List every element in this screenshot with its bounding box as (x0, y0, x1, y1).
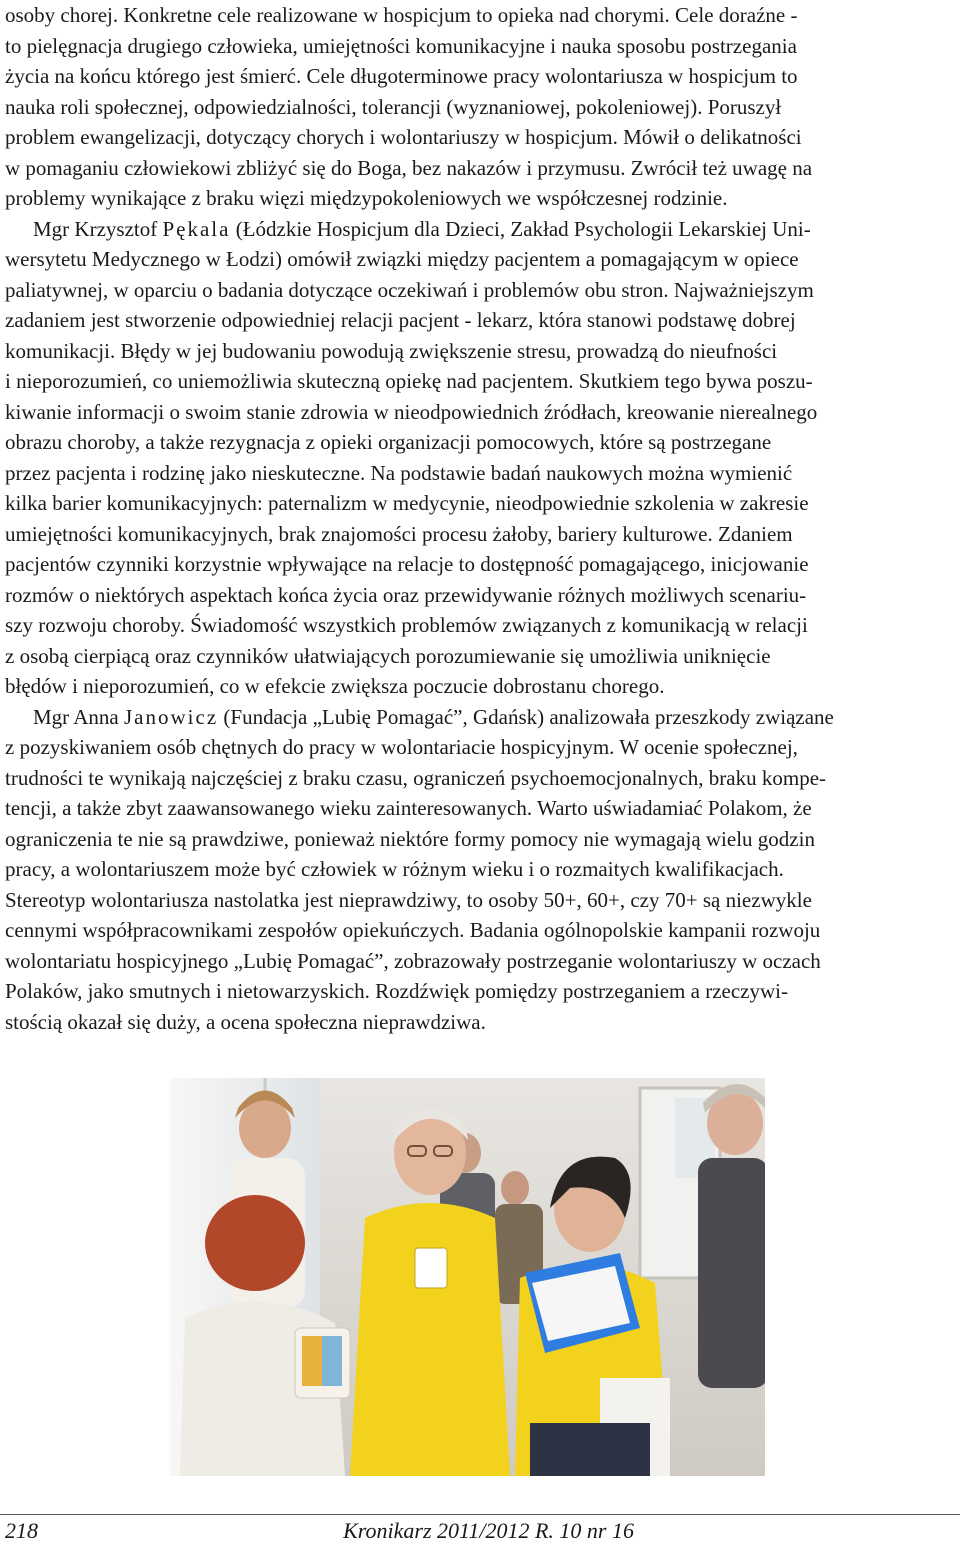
event-photo (170, 1078, 765, 1476)
article-body (5, 0, 955, 1037)
paragraph-first-line (5, 702, 955, 733)
footer-rule (0, 1514, 960, 1515)
text-line: to pielęgnacja drugiego człowieka, umiejętności komunikacyjne i nauka sposobu postrzegania (5, 33, 797, 58)
text-line: kilka barier komunikacyjnych: paternalizm w medycynie, nieodpowiednie szkolenia w zakresie (5, 491, 809, 515)
text-line: osoby chorej. Konkretne cele realizowane w hospicjum to opieka nad chorymi. Cele doraźne - (5, 3, 798, 27)
background-person-head (501, 1171, 529, 1205)
text-line: w pomaganiu człowiekowi zbliżyć się do Boga, bez nakazów i przymusu. Zwrócił też uwagę na (5, 155, 813, 180)
text-line: szy rozwoju choroby. Świadomość wszystkich problemów związanych z komunikacją w relacji (5, 613, 808, 637)
text-line: problemy wynikające z braku więzi międzypokoleniowych we współczesnej rodzinie. (5, 186, 728, 210)
text-line: rozmów o niektórych aspektach końca życia oraz przewidywanie różnych możliwych scenariu- (5, 582, 807, 607)
person-hair-back (205, 1195, 305, 1291)
journal-title: Kronikarz 2011/2012 R. 10 nr 16 (343, 1518, 634, 1543)
text-line: obrazu choroby, a także rezygnacja z opieki organizacji pomocowych, które są postrzegane (5, 430, 772, 454)
text-line: nauka roli społecznej, odpowiedzialności, tolerancji (wyznaniowej, pokoleniowej). Poruszył (5, 94, 782, 119)
brochure (322, 1336, 342, 1386)
text-line: z osobą cierpiącą oraz czynników ułatwiających porozumiewanie się umożliwia uniknięcie (5, 643, 771, 668)
text-span: (Łódzkie Hospicjum dla Dzieci, Zakład Psychologii Lekarskiej Uni- (230, 216, 811, 241)
text-line: stością okazał się duży, a ocena społeczna nieprawdziwa. (5, 1009, 486, 1034)
text-line: z pozyskiwaniem osób chętnych do pracy w wolontariacie hospicyjnym. W ocenie społecznej, (5, 735, 798, 759)
text-line: umiejętności komunikacyjnych, brak znajomości procesu żałoby, bariery kulturowe. Zdaniem (5, 521, 793, 546)
text-line: problem ewangelizacji, dotyczący chorych i wolontariuszy w hospicjum. Mówił o delikatności (5, 125, 802, 149)
text-span: (Fundacja „Lubię Pomagać”, Gdańsk) analizowała przeszkody związane (218, 704, 834, 729)
text-line: komunikacji. Błędy w jej budowaniu powodują zwiększenie stresu, prowadzą do nieufności (5, 338, 778, 363)
text-line: błędów i nieporozumień, co w efekcie zwiększa poczucie dobrostanu chorego. (5, 674, 665, 698)
author-name: Janowicz (124, 704, 219, 729)
brochure (302, 1336, 322, 1386)
badge (415, 1248, 447, 1288)
yellow-shirt (350, 1203, 510, 1476)
text-line: wersytetu Medycznego w Łodzi) omówił związki między pacjentem a pomagającym w opiece (5, 247, 799, 271)
text-span: Mgr Anna (33, 704, 124, 729)
paragraph-first-line (5, 214, 955, 245)
text-line: i nieporozumień, co uniemożliwia skuteczną opiekę nad pacjentem. Skutkiem tego bywa poszu- (5, 369, 813, 393)
text-line: ograniczenia te nie są prawdziwe, ponieważ niektóre formy pomocy nie wymagają wielu godzin (5, 826, 815, 851)
text-line: cennymi współpracownikami zespołów opiekuńczych. Badania ogólnopolskie kampanii rozwoju (5, 918, 821, 942)
text-line: pracy, a wolontariuszem może być człowiek w różnym wieku i o rozmaitych kwalifikacjach. (5, 857, 784, 881)
text-line: trudności te wynikają najczęściej z braku czasu, ograniczeń psychoemocjonalnych, braku kompe- (5, 765, 827, 790)
text-line: Polaków, jako smutnych i nietowarzyskich. Rozdźwięk pomiędzy postrzeganiem a rzeczywi- (5, 979, 788, 1003)
text-line: Stereotyp wolontariusza nastolatka jest nieprawdziwy, to osoby 50+, 60+, czy 70+ są niezwykle (5, 887, 812, 912)
text-line: życia na końcu którego jest śmierć. Cele długoterminowe pracy wolontariusza w hospicjum to (5, 64, 798, 88)
person-head (239, 1098, 291, 1158)
text-line: wolontariatu hospicyjnego „Lubię Pomagać”, zobrazowały postrzeganie wolontariuszy w oczach (5, 948, 821, 973)
person-body (698, 1158, 765, 1388)
page-number: 218 (5, 1518, 38, 1543)
text-line: paliatywnej, w oparciu o badania dotyczące oczekiwań i problemów obu stron. Najważniejszym (5, 277, 814, 302)
text-line: pacjentów czynniki korzystnie wpływające na relacje to dostępność pomagającego, inicjowanie (5, 552, 809, 576)
striped-skirt (530, 1423, 650, 1476)
text-line: przez pacjenta i rodzinę jako nieskuteczne. Na podstawie badań naukowych można wymienić (5, 460, 793, 485)
text-line: tencji, a także zbyt zaawansowanego wieku zainteresowanych. Warto uświadamiać Polakom, że (5, 796, 812, 820)
text-line: zadaniem jest stworzenie odpowiedniej relacji pacjent - lekarz, która stanowi podstawę dobrej (5, 308, 796, 332)
text-span: Mgr Krzysztof (33, 216, 163, 241)
author-name: Pękala (162, 216, 231, 241)
event-photo-illustration (170, 1078, 765, 1476)
text-line: kiwanie informacji o swoim stanie zdrowia w nieodpowiednich źródłach, kreowanie nierealnego (5, 399, 818, 424)
